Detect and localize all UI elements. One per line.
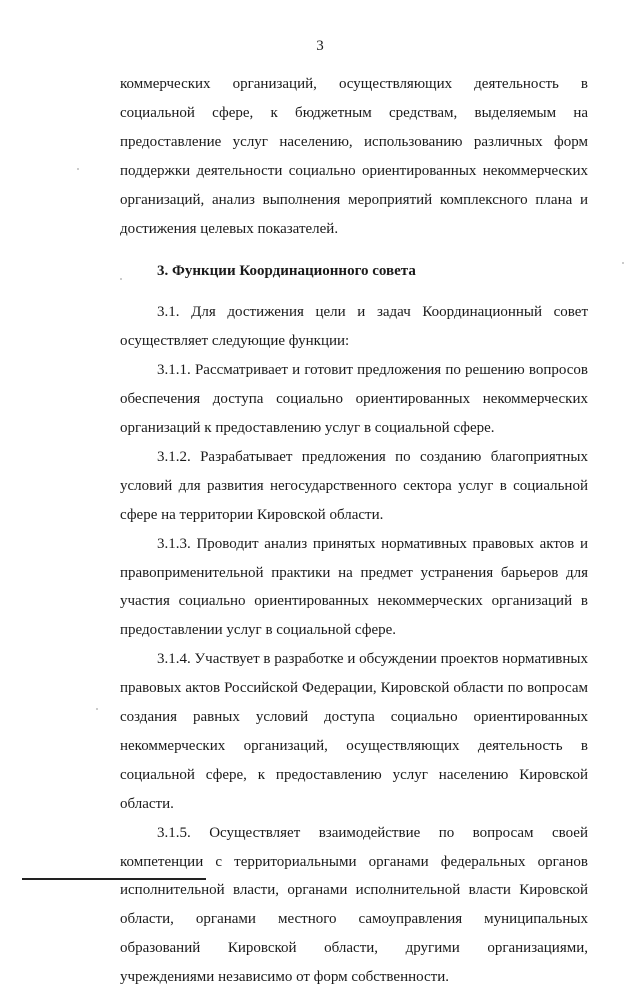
section-heading: 3. Функции Координационного совета — [157, 263, 416, 280]
scan-speck — [96, 708, 98, 710]
paragraph-3-1-2: 3.1.2. Разрабатывает предложения по созданию благоприятных условий для развития негосударственного сектора услуг в социальной сфере на территории Кировской области. — [120, 448, 588, 523]
paragraph-3-1-5: 3.1.5. Осуществляет взаимодействие по вопросам своей компетенции с территориальными органами федеральных органов исполнительной власти, органами исполнительной власти Кировской области, органами местного самоуправления муниципальных образований Кировской области, другими организациями, учреждениями независимо от форм собственности. — [120, 824, 588, 986]
scan-speck — [622, 262, 624, 264]
paragraph-3-1-3: 3.1.3. Проводит анализ принятых нормативных правовых актов и правоприменительной практики на предмет устранения барьеров для участия социально ориентированных некоммерческих организаций в предоставлении услуг в социальной сфере. — [120, 535, 588, 639]
paragraph-3-1-1: 3.1.1. Рассматривает и готовит предложения по решению вопросов обеспечения доступа социально ориентированных некоммерческих организаций к предоставлению услуг в социальной сфере. — [120, 362, 588, 436]
intro-paragraph: коммерческих организаций, осуществляющих деятельность в социальной сфере, к бюджетным средствам, выделяемым на предоставление услуг населению, использованию различных форм поддержки деятельности социально ориентированных некоммерческих организаций, анализ выполнения мероприятий комплексного плана и достижения целевых показателей. — [120, 76, 588, 237]
scan-speck — [77, 168, 79, 170]
paragraph-3-1-4: 3.1.4. Участвует в разработке и обсуждении проектов нормативных правовых актов Российской Федерации, Кировской области по вопросам создания равных условий доступа социально ориентированных некоммерческих организаций, осуществляющих деятельность в социальной сфере, к предоставлению услуг населению Кировской области. — [120, 651, 588, 812]
document-body — [120, 70, 588, 992]
page-number: 3 — [316, 38, 324, 54]
paragraph-3-1: 3.1. Для достижения цели и задач Координационный совет осуществляет следующие функции: — [120, 304, 588, 350]
scan-speck — [120, 278, 122, 280]
footer-rule — [22, 878, 206, 880]
